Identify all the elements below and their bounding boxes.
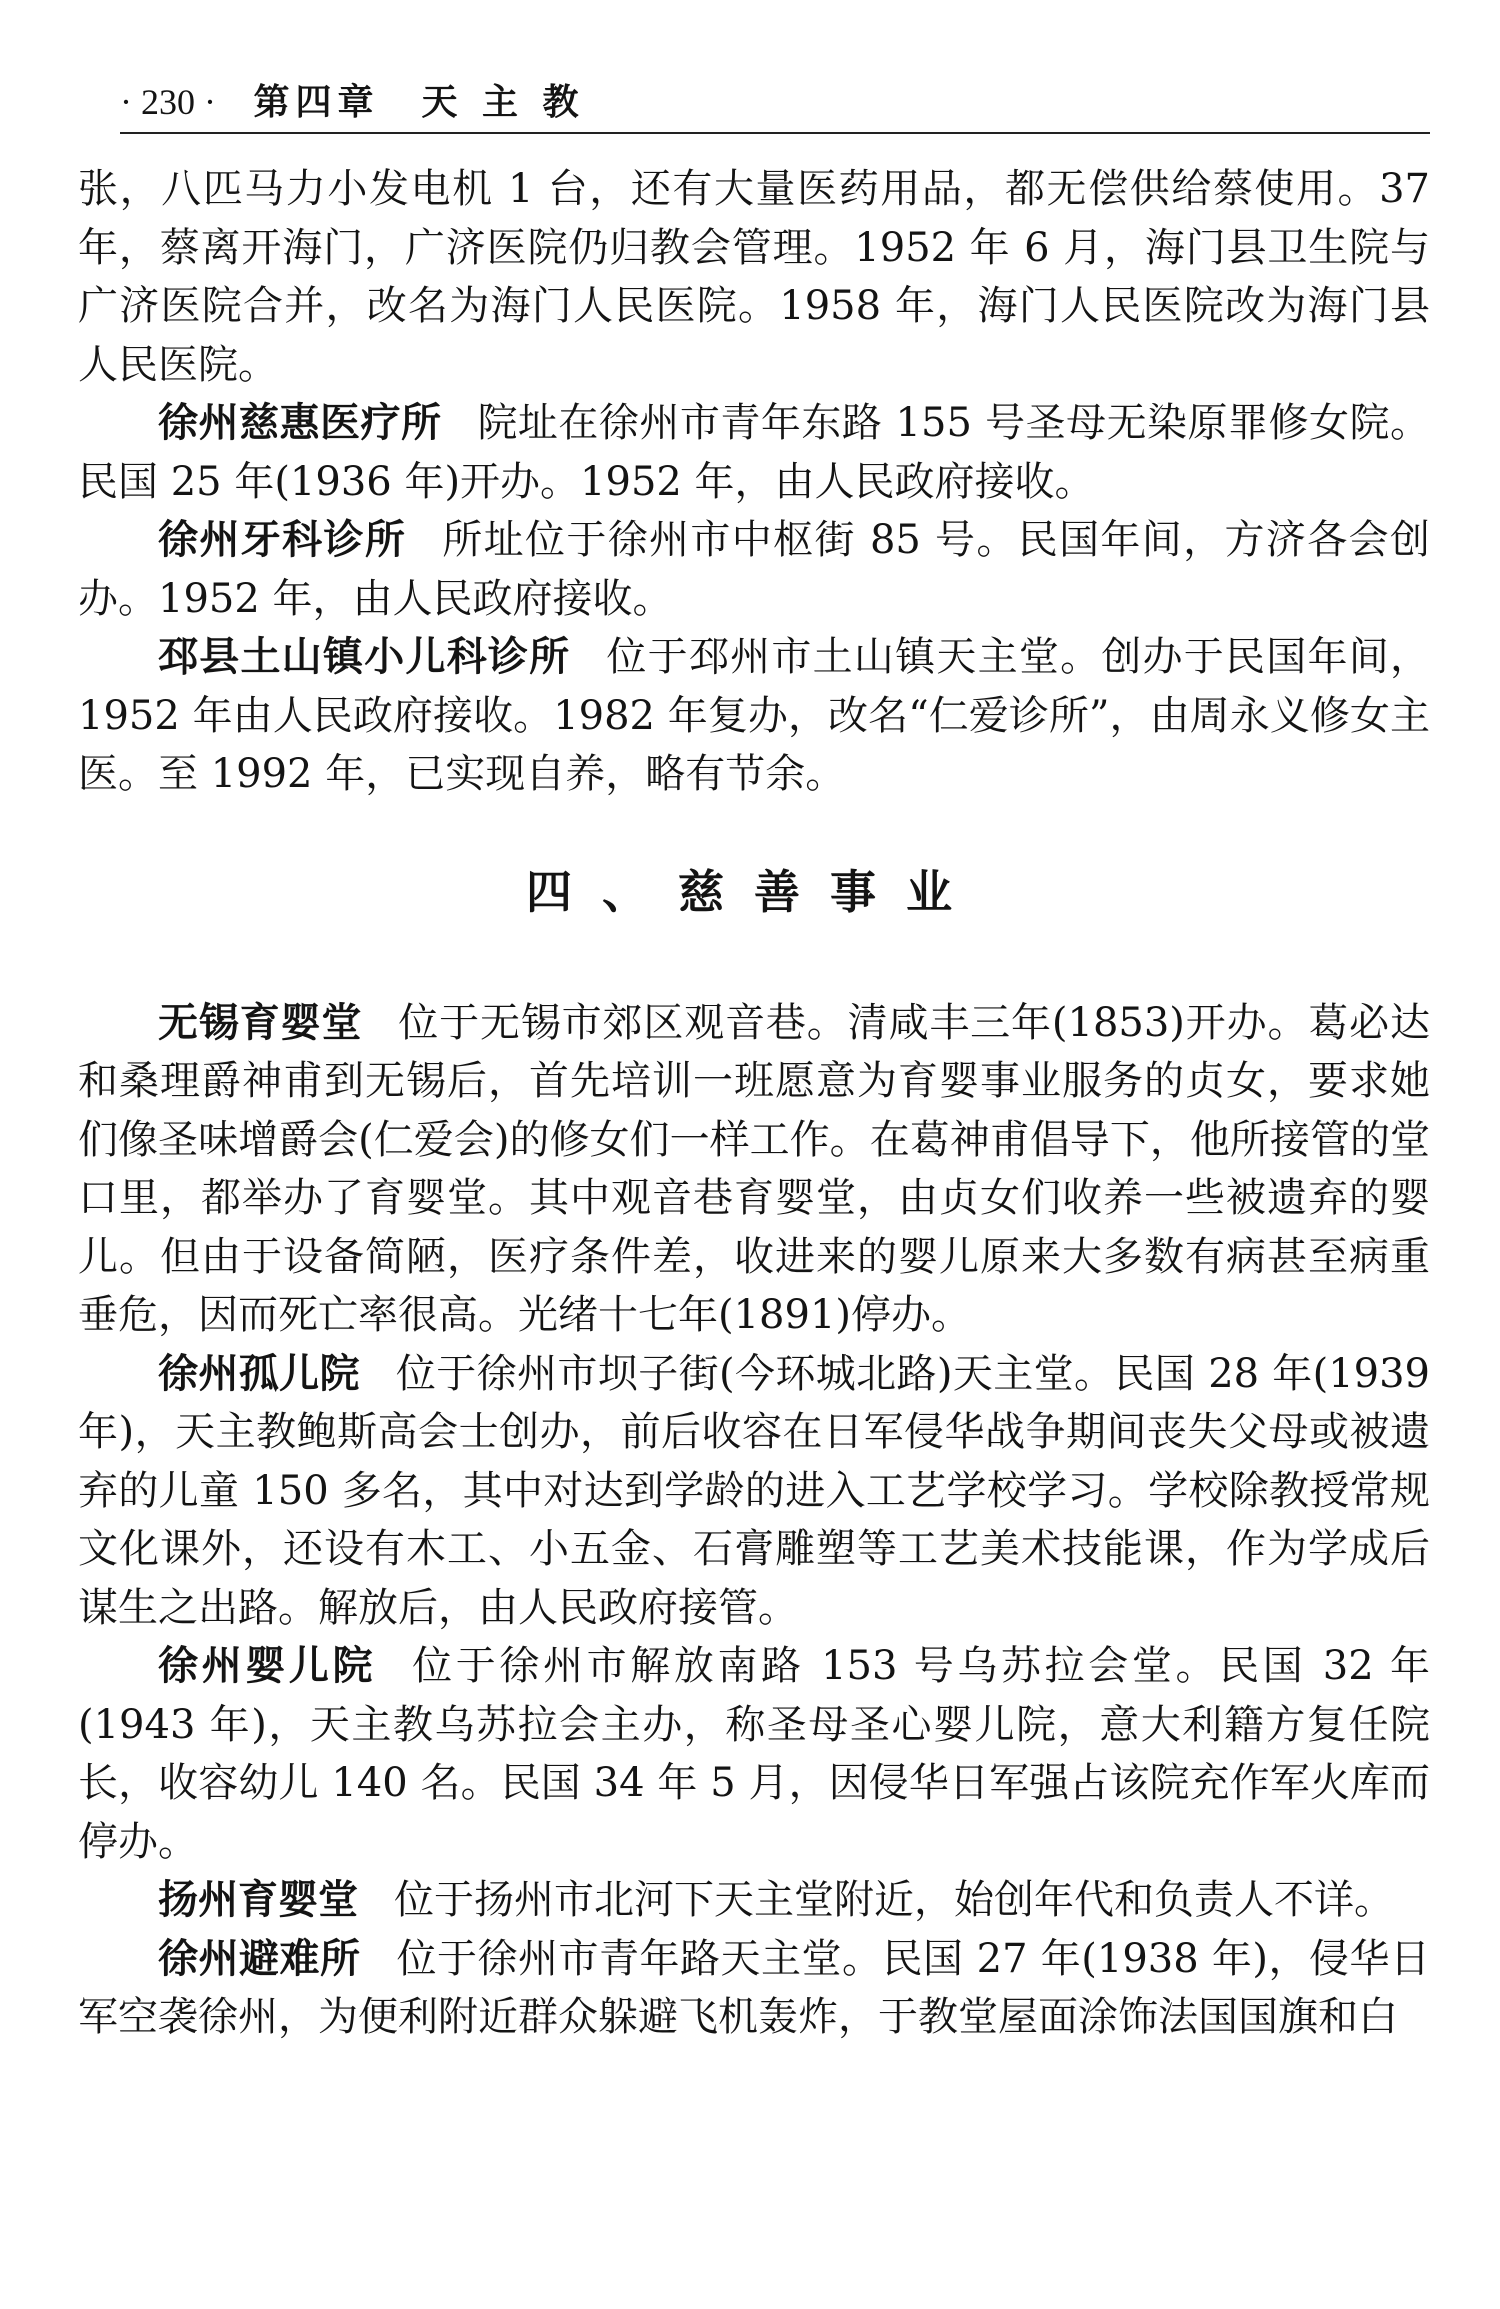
entry-title: 徐州牙科诊所 [158, 517, 407, 563]
entry-xuzhou-dental-clinic [78, 511, 1430, 628]
entry-text: 位于无锡市郊区观音巷。清咸丰三年(1853)开办。葛必达和桑理爵神甫到无锡后，首先培训一班愿意为育婴事业服务的贞女，要求她们像圣味增爵会(仁爱会)的修女们一样工作。在葛神甫倡导下，他所接管的堂口里，都举办了育婴堂。其中观音巷育婴堂，由贞女们收养一些被遗弃的婴儿。但由于设备简陋，医疗条件差，收进来的婴儿原来大多数有病甚至病重垂危，因而死亡率很高。光绪十七年(1891)停办。 [78, 999, 1431, 1338]
entry-title: 无锡育婴堂 [158, 999, 363, 1046]
entry-xuzhou-orphanage [78, 1345, 1430, 1638]
running-header [120, 72, 1430, 132]
entry-xuzhou-cihui-clinic [78, 394, 1430, 511]
entry-text: 所址位于徐州市中枢街 85 号。民国年间，方济各会创办。1952 年，由人民政府接收。 [78, 517, 1431, 622]
entry-xuzhou-infant-home [78, 1637, 1430, 1871]
entry-text: 位于徐州市解放南路 153 号乌苏拉会堂。民国 32 年(1943 年)，天主教乌苏拉会主办，称圣母圣心婴儿院，意大利籍方复任院长，收容幼儿 140 名。民国 34 年 5 月，因侵华日军强占该院充作军火库而停办。 [78, 1643, 1431, 1865]
entry-text: 位于邳州市土山镇天主堂。创办于民国年间，1952 年由人民政府接收。1982 年复办，改名“仁爱诊所”，由周永义修女主医。至 1992 年，已实现自养，略有节余。 [78, 634, 1431, 797]
entry-text: 位于徐州市坝子街(今环城北路)天主堂。民国 28 年(1939 年)，天主教鲍斯高会士创办，前后收容在日军侵华战争期间丧失父母或被遗弃的儿童 150 多名，其中对达到学龄的进入工艺学校学习。学校除教授常规文化课外，还设有木工、小五金、石膏雕塑等工艺美术技能课，作为学成后谋生之出路。解放后，由人民政府接管。 [78, 1350, 1430, 1631]
entry-title: 邳县土山镇小儿科诊所 [158, 634, 571, 680]
entry-title: 扬州育婴堂 [158, 1877, 358, 1923]
entry-wuxi-foundling-hall [78, 994, 1430, 1345]
entry-title: 徐州避难所 [158, 1935, 361, 1982]
entry-title: 徐州婴儿院 [158, 1643, 377, 1689]
header-rule [120, 132, 1430, 134]
body-text [78, 160, 1430, 2047]
entry-text: 位于徐州市青年路天主堂。民国 27 年(1938 年)，侵华日军空袭徐州，为便利附近群众躲避飞机轰炸，于教堂屋面涂饰法国国旗和白 [78, 1935, 1430, 2040]
entry-title: 徐州慈惠医疗所 [158, 400, 442, 446]
page-number: · 230 · [120, 82, 216, 122]
entry-xuzhou-refuge [78, 1930, 1430, 2047]
entry-yangzhou-foundling-hall [78, 1871, 1430, 1930]
entry-title: 徐州孤儿院 [158, 1350, 360, 1397]
entry-tushan-pediatric-clinic [78, 628, 1430, 804]
chapter-title: 第四章 天 主 教 [253, 82, 585, 123]
continuation-paragraph: 张，八匹马力小发电机 1 台，还有大量医药用品，都无偿供给蔡使用。37 年，蔡离开海门，广济医院仍归教会管理。1952 年 6 月，海门县卫生院与广济医院合并，改名为海门人民医院。1958 年，海门人民医院改为海门县人民医院。 [78, 166, 1430, 388]
section-heading: 四、慈善事业 [526, 864, 982, 919]
entry-text: 院址在徐州市青年东路 155 号圣母无染原罪修女院。民国 25 年(1936 年)开办。1952 年，由人民政府接收。 [78, 400, 1431, 505]
entry-text: 位于扬州市北河下天主堂附近，始创年代和负责人不详。 [394, 1877, 1394, 1923]
